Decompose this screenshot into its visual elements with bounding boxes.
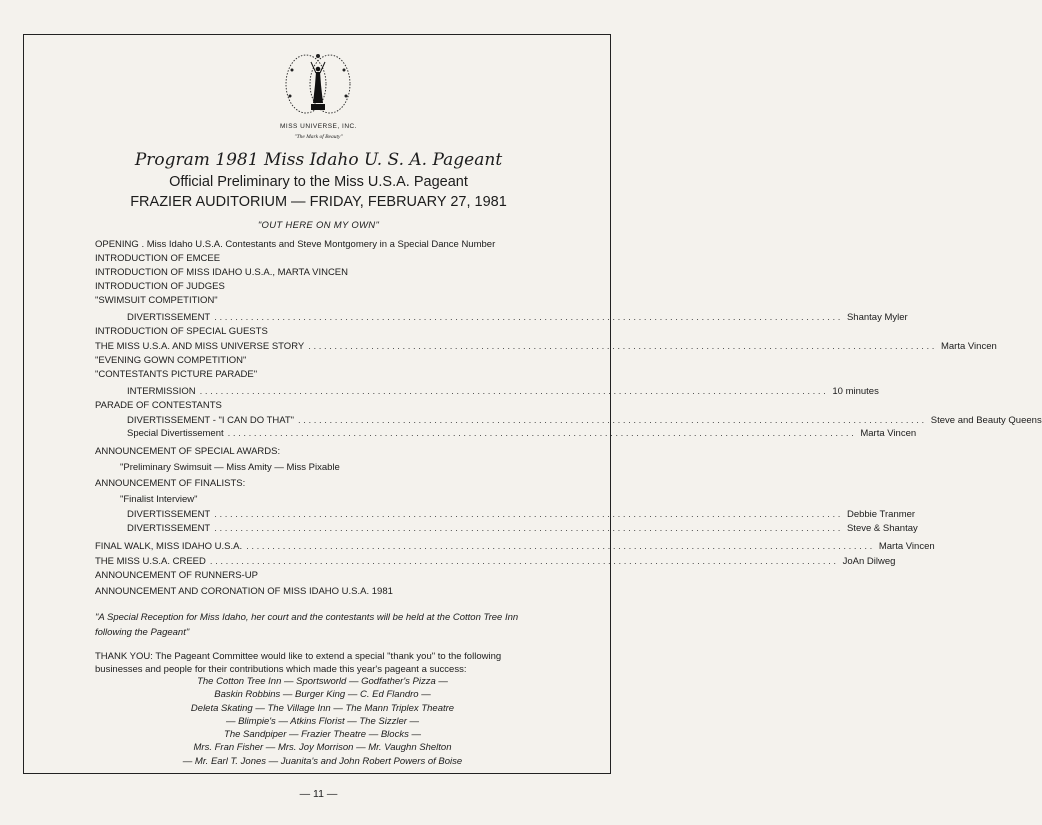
program-item-performer: Marta Vincen	[860, 428, 917, 439]
program-item-performer: Marta Vincen	[878, 541, 935, 552]
program-item	[95, 400, 222, 411]
program-item-text: THE MISS U.S.A. AND MISS UNIVERSE STORY	[95, 341, 305, 352]
dot-leader: ........................................................................................................................	[214, 509, 843, 520]
subtitle-venue-date: FRAZIER AUDITORIUM — FRIDAY, FEBRUARY 27, 1981	[130, 194, 507, 210]
program-item	[95, 355, 246, 366]
theme-title: "OUT HERE ON MY OWN"	[257, 220, 380, 231]
program-item-text: Special Divertissement	[127, 428, 224, 439]
program-item	[95, 239, 495, 250]
thank-you-text: THANK YOU: The Pageant Committee would like to extend a special "thank you" to the following businesses and people for their contributions which made this year's pageant a success:	[95, 651, 502, 675]
program-item-text: INTRODUCTION OF MISS IDAHO U.S.A., MARTA VINCEN	[95, 267, 349, 278]
program-item-text: DIVERTISSEMENT	[127, 312, 211, 323]
program-item	[127, 386, 879, 397]
credit-line: — Mr. Earl T. Jones — Juanita's and John Robert Powers of Boise	[182, 755, 463, 767]
program-item-text: DIVERTISSEMENT - "I CAN DO THAT"	[127, 415, 295, 426]
program-item-text: "EVENING GOWN COMPETITION"	[95, 355, 247, 366]
dot-leader: ........................................................................................................................	[214, 523, 843, 534]
program-item-text: OPENING . Miss Idaho U.S.A. Contestants and Steve Montgomery in a Special Dance Number	[95, 239, 496, 250]
program-item	[95, 478, 245, 489]
program-item	[127, 509, 916, 520]
program-item-performer: Steve & Shantay	[846, 523, 918, 534]
program-item-text: DIVERTISSEMENT	[127, 523, 211, 534]
program-item-performer: Steve and Beauty Queens	[930, 415, 1042, 426]
program-item-text: "Finalist Interview"	[120, 494, 198, 505]
subtitle-preliminary: Official Preliminary to the Miss U.S.A. Pageant	[169, 174, 468, 190]
program-item-text: ANNOUNCEMENT OF RUNNERS-UP	[95, 570, 258, 581]
program-item	[95, 341, 997, 352]
credits-list	[95, 675, 550, 768]
program-item-text: INTRODUCTION OF SPECIAL GUESTS	[95, 326, 268, 337]
dot-leader: ........................................................................................................................	[199, 386, 829, 397]
reception-note: "A Special Reception for Miss Idaho, her court and the contestants will be held at the Cotton Tree Inn following the Pageant"	[95, 612, 519, 638]
page-number: — 11 —	[299, 788, 338, 800]
program-item-performer: Shantay Myler	[846, 312, 908, 323]
program-item	[95, 253, 220, 264]
credit-line: The Cotton Tree Inn — Sportsworld — Godfather's Pizza —	[197, 676, 448, 687]
credit-line: The Sandpiper — Frazier Theatre — Blocks —	[224, 729, 421, 741]
credit-line: Mrs. Fran Fisher — Mrs. Joy Morrison — Mr. Vaughn Shelton	[193, 742, 452, 754]
dot-leader: ........................................................................................................................	[227, 428, 857, 439]
program-item	[95, 570, 258, 581]
program-item	[127, 428, 917, 439]
program-item	[95, 446, 280, 457]
program-item	[95, 295, 218, 306]
org-tagline: "The Mark of Beauty"	[294, 134, 343, 140]
program-item-performer: Marta Vincen	[940, 341, 997, 352]
program-item	[95, 541, 935, 552]
program-item-performer: Debbie Tranmer	[846, 509, 916, 520]
program-item	[127, 415, 1042, 426]
dot-leader: ........................................................................................................................	[298, 415, 927, 426]
program-item-text: "CONTESTANTS PICTURE PARADE"	[95, 369, 258, 380]
program-item-text: INTRODUCTION OF JUDGES	[95, 281, 225, 292]
program-item-text: DIVERTISSEMENT	[127, 509, 211, 520]
program-item-text: INTRODUCTION OF EMCEE	[95, 253, 221, 264]
dot-leader: ........................................................................................................................	[209, 556, 839, 567]
program-item	[95, 326, 268, 337]
program-item	[95, 556, 896, 567]
program-title: Program 1981 Miss Idaho U. S. A. Pageant	[134, 150, 503, 170]
program-item-text: INTERMISSION	[127, 386, 196, 397]
org-name: MISS UNIVERSE, INC.	[279, 123, 358, 130]
program-item-text: "Preliminary Swimsuit — Miss Amity — Miss Pixable	[120, 462, 340, 473]
program-item	[95, 586, 393, 597]
program-item	[120, 494, 198, 505]
program-item-text: ANNOUNCEMENT OF FINALISTS:	[95, 478, 246, 489]
program-item	[95, 267, 348, 278]
program-item	[95, 369, 257, 380]
program-item-text: PARADE OF CONTESTANTS	[95, 400, 222, 411]
credit-line: Baskin Robbins — Burger King — C. Ed Flandro —	[214, 689, 431, 701]
credit-line: — Blimpie's — Atkins Florist — The Sizzler —	[225, 715, 420, 727]
program-item	[95, 281, 225, 292]
program-item-text: FINAL WALK, MISS IDAHO U.S.A.	[95, 541, 243, 552]
program-item	[127, 523, 918, 534]
miss-universe-logo	[280, 48, 356, 118]
dot-leader: ........................................................................................................................	[308, 341, 937, 352]
program-item	[127, 312, 908, 323]
program-item-text: ANNOUNCEMENT OF SPECIAL AWARDS:	[95, 446, 281, 457]
program-item	[120, 462, 340, 473]
program-item-performer: 10 minutes	[832, 386, 879, 397]
dot-leader: ........................................................................................................................	[246, 541, 875, 552]
dot-leader: ........................................................................................................................	[214, 312, 843, 323]
program-item-text: ANNOUNCEMENT AND CORONATION OF MISS IDAHO U.S.A. 1981	[95, 586, 393, 597]
program-item-text: "SWIMSUIT COMPETITION"	[95, 295, 218, 306]
program-item-performer: JoAn Dilweg	[842, 556, 896, 567]
program-item-text: THE MISS U.S.A. CREED	[95, 556, 206, 567]
credit-line: Deleta Skating — The Village Inn — The Mann Triplex Theatre	[190, 702, 455, 714]
